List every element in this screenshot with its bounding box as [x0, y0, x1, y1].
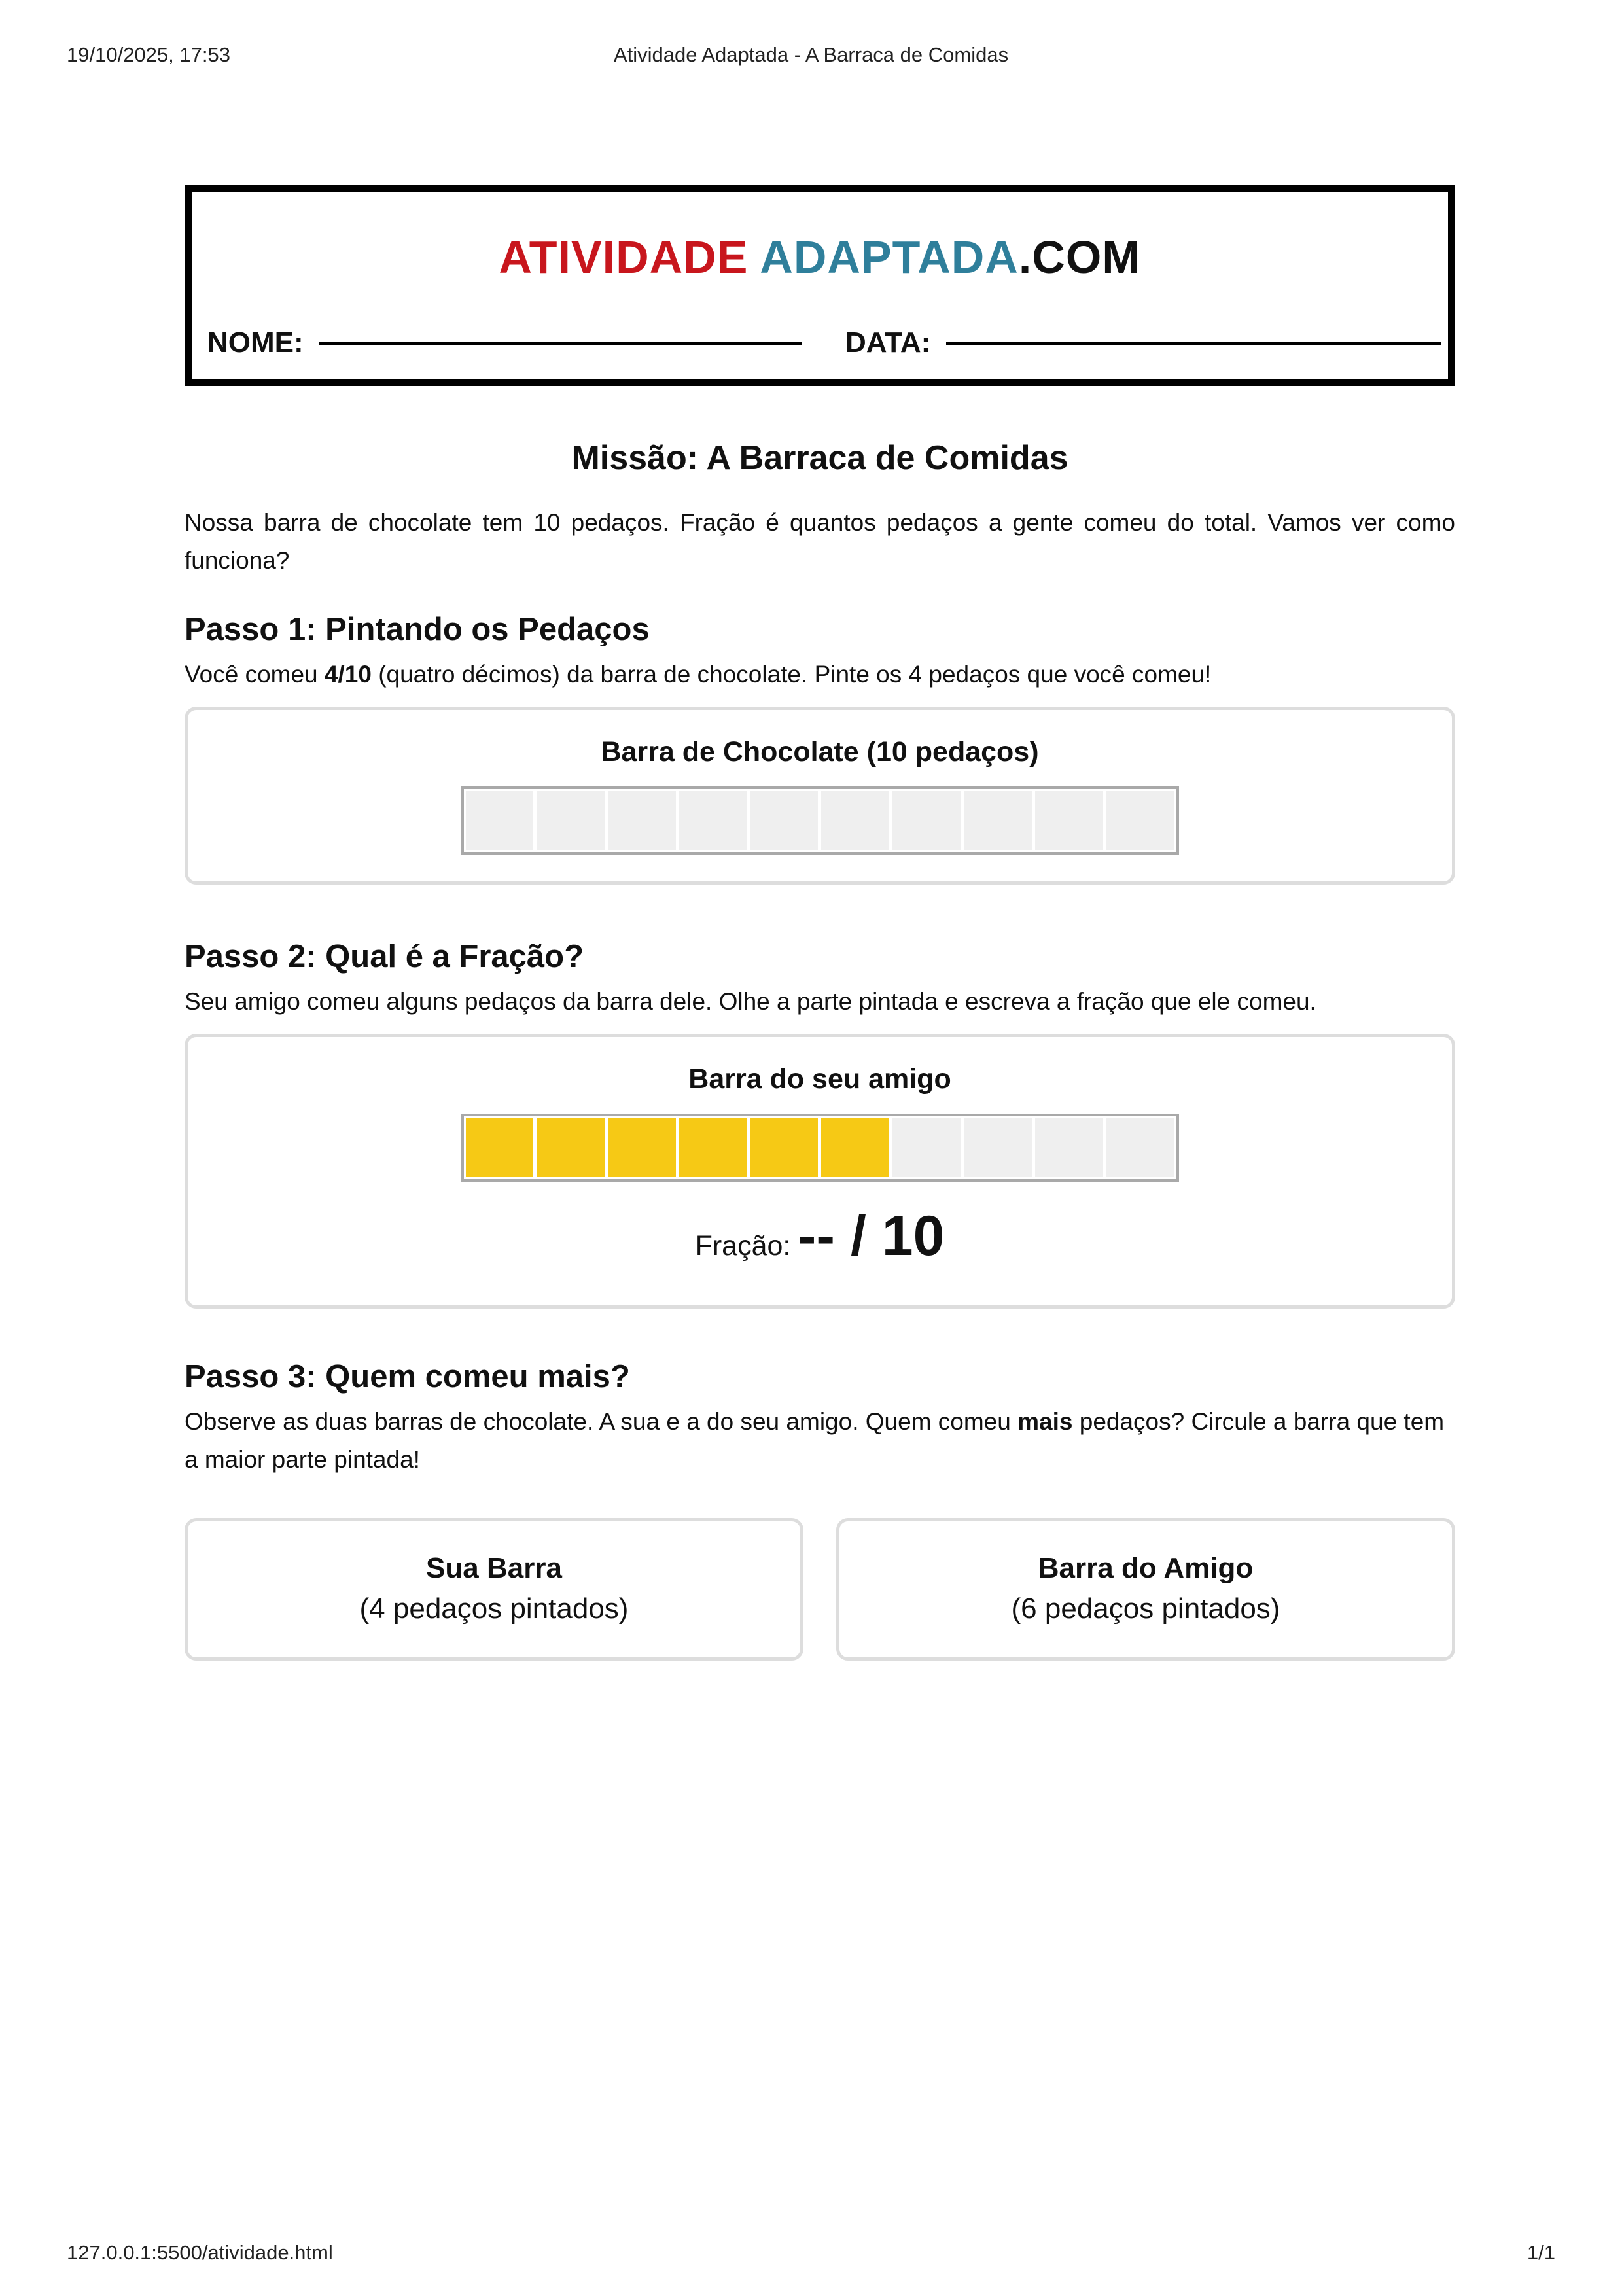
fraction-label: Fração:: [695, 1230, 791, 1262]
chocolate-piece: [1106, 791, 1174, 850]
step-2-title: Passo 2: Qual é a Fração?: [185, 939, 584, 974]
brand-logo: [192, 231, 1448, 283]
chocolate-piece: [608, 791, 676, 850]
date-field: [845, 327, 1441, 359]
print-header: [67, 43, 1555, 69]
step-1-text-start: Você comeu: [185, 661, 325, 688]
chocolate-bar: [461, 786, 1179, 855]
step-3-text-bold: mais: [1017, 1408, 1073, 1435]
friend-bar-card-subtitle: (6 pedaços pintados): [1011, 1593, 1280, 1625]
your-bar-subtitle: (4 pedaços pintados): [359, 1593, 629, 1625]
friend-chocolate-bar: [461, 1114, 1179, 1182]
step-1-instructions: [185, 656, 1455, 694]
your-bar-card: [185, 1518, 803, 1661]
fraction-value: -- / 10: [797, 1205, 945, 1267]
chocolate-piece: [892, 1118, 961, 1177]
chocolate-piece-filled: [821, 1118, 889, 1177]
worksheet-header-box: [185, 185, 1455, 386]
step-1-text-bold: 4/10: [324, 661, 372, 688]
comparison-cards: [185, 1518, 1455, 1661]
chocolate-piece: [679, 791, 747, 850]
chocolate-piece: [466, 791, 534, 850]
step-2: [185, 938, 1455, 1309]
friend-bar-card: [836, 1518, 1455, 1661]
chocolate-piece-filled: [608, 1118, 676, 1177]
worksheet: [185, 185, 1455, 1661]
chocolate-piece: [964, 1118, 1032, 1177]
chocolate-piece: [537, 791, 605, 850]
friend-bar-card-title: Barra do Amigo: [1038, 1552, 1254, 1584]
step-3: [185, 1358, 1455, 1661]
brand-part-com: .COM: [1018, 232, 1141, 283]
step-3-text-start: Observe as duas barras de chocolate. A sua e a do seu amigo. Quem comeu: [185, 1408, 1018, 1435]
step-2-instructions: Seu amigo comeu alguns pedaços da barra dele. Olhe a parte pintada e escreva a fração que ele comeu.: [185, 988, 1316, 1015]
mission-intro: Nossa barra de chocolate tem 10 pedaços. Fração é quantos pedaços a gente comeu do total. Vamos ver como funciona?: [185, 509, 1455, 574]
step-2-panel: [185, 1034, 1455, 1309]
name-label: NOME:: [207, 327, 304, 359]
print-page-number: 1/1: [1526, 2241, 1555, 2264]
fraction-answer: [188, 1205, 1452, 1267]
step-3-text-end: pedaços? Circule a barra que tem a maior parte pintada!: [185, 1408, 1445, 1473]
brand-part-adaptada: ADAPTADA: [760, 232, 1019, 283]
chocolate-piece-filled: [679, 1118, 747, 1177]
date-writing-line: [946, 342, 1441, 345]
chocolate-bar-title: Barra de Chocolate (10 pedaços): [601, 736, 1039, 768]
chocolate-piece: [1035, 1118, 1103, 1177]
name-writing-line: [319, 342, 802, 345]
step-1-title: Passo 1: Pintando os Pedaços: [185, 612, 650, 647]
your-bar-title: Sua Barra: [426, 1552, 562, 1584]
print-footer: [67, 2241, 1555, 2267]
print-doc-title: Atividade Adaptada - A Barraca de Comidas: [613, 43, 1009, 66]
name-date-row: [207, 327, 1434, 363]
print-url: 127.0.0.1:5500/atividade.html: [67, 2241, 333, 2264]
brand-part-atividade: ATIVIDADE: [499, 232, 760, 283]
name-field: [207, 327, 802, 359]
date-label: DATA:: [845, 327, 931, 359]
print-datetime: 19/10/2025, 17:53: [67, 43, 230, 66]
chocolate-piece-filled: [537, 1118, 605, 1177]
chocolate-piece: [821, 791, 889, 850]
chocolate-piece: [750, 791, 819, 850]
step-1-text-end: (quatro décimos) da barra de chocolate. Pinte os 4 pedaços que você comeu!: [371, 661, 1212, 688]
step-3-title: Passo 3: Quem comeu mais?: [185, 1359, 630, 1394]
chocolate-piece-filled: [750, 1118, 819, 1177]
step-1-panel: [185, 707, 1455, 885]
chocolate-piece-filled: [466, 1118, 534, 1177]
chocolate-piece: [1035, 791, 1103, 850]
chocolate-piece: [1106, 1118, 1174, 1177]
chocolate-piece: [892, 791, 961, 850]
chocolate-piece: [964, 791, 1032, 850]
step-1: [185, 611, 1455, 885]
step-3-instructions: [185, 1403, 1455, 1479]
friend-bar-title: Barra do seu amigo: [688, 1063, 951, 1095]
mission-title: Missão: A Barraca de Comidas: [571, 439, 1068, 477]
